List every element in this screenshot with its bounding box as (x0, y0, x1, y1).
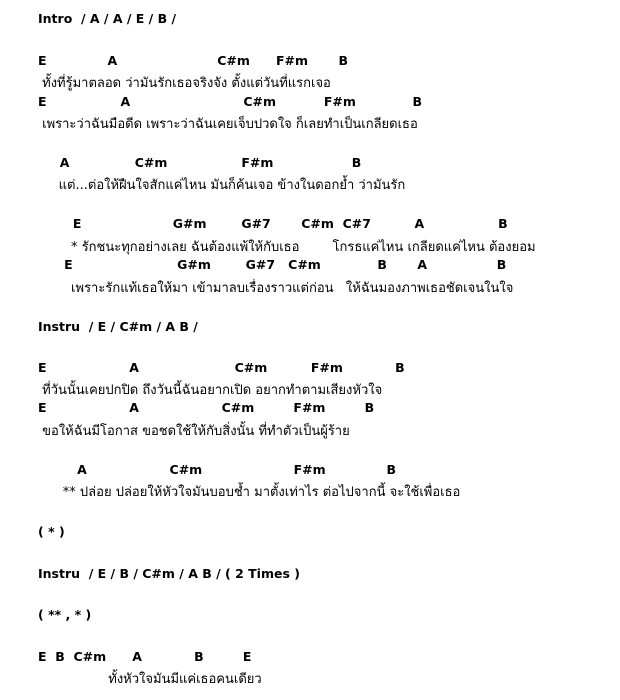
lyric-line: เพราะรักแท้เธอให้มา เข้ามาลบเรื่องราวแต่ก่อน ให้ฉันมองภาพเธอชัดเจนในใจ (38, 281, 514, 296)
repeat-marker: ( ** , * ) (38, 607, 92, 622)
chord-line: E G#m G#7 C#m C#7 A B (38, 216, 508, 231)
chord-line: E A C#m F#m B (38, 53, 349, 68)
chord-line: A C#m F#m B (38, 462, 397, 477)
lyric-line: แต่...ต่อให้ฝืนใจสักแค่ไหน มันก็ค้นเจอ ข้างในดอกย้ำ ว่ามันรัก (38, 178, 406, 193)
instru-line: Instru / E / B / C#m / A B / ( 2 Times ) (38, 566, 300, 581)
chord-line: A C#m F#m B (38, 155, 362, 170)
chord-line: E G#m G#7 C#m B A B (38, 257, 507, 272)
instru-line: Instru / E / C#m / A B / (38, 319, 198, 334)
lyric-line: * รักชนะทุกอย่างเลย ฉันต้องแพ้ให้กับเธอ โกรธแค่ไหน เกลียดแค่ไหน ต้องยอม (38, 240, 536, 255)
lyric-line: ที่วันนั้นเคยปกปิด ถึงวันนี้ฉันอยากเปิด อยากทำตามเสียงหัวใจ (38, 383, 383, 398)
chord-line: E A C#m F#m B (38, 94, 423, 109)
lyric-line: เพราะว่าฉันมือดีด เพราะว่าฉันเคยเจ็บปวดใจ ก็เลยทำเป็นเกลียดเธอ (38, 117, 418, 132)
lyric-line: ทั้งหัวใจมันมีแค่เธอคนเดียว (38, 672, 262, 687)
chord-line: E A C#m F#m B (38, 400, 375, 415)
lyric-line: ขอให้ฉันมีโอกาส ขอชดใช้ให้กับสิ่งนั้น ที่ทำตัวเป็นผู้ร้าย (38, 424, 350, 439)
chord-line: E A C#m F#m B (38, 360, 405, 375)
lyric-line: ทั้งที่รู้มาตลอด ว่ามันรักเธอจริงจัง ตั้งแต่วันที่แรกเจอ (38, 76, 331, 91)
lyric-line: ** ปล่อย ปล่อยให้หัวใจมันบอบช้ำ มาตั้งเท่าไร ต่อไปจากนี้ จะใช้เพื่อเธอ (38, 485, 461, 500)
chord-line: E B C#m A B E (38, 649, 252, 664)
repeat-marker: ( * ) (38, 524, 65, 539)
intro-line: Intro / A / A / E / B / (38, 11, 177, 26)
